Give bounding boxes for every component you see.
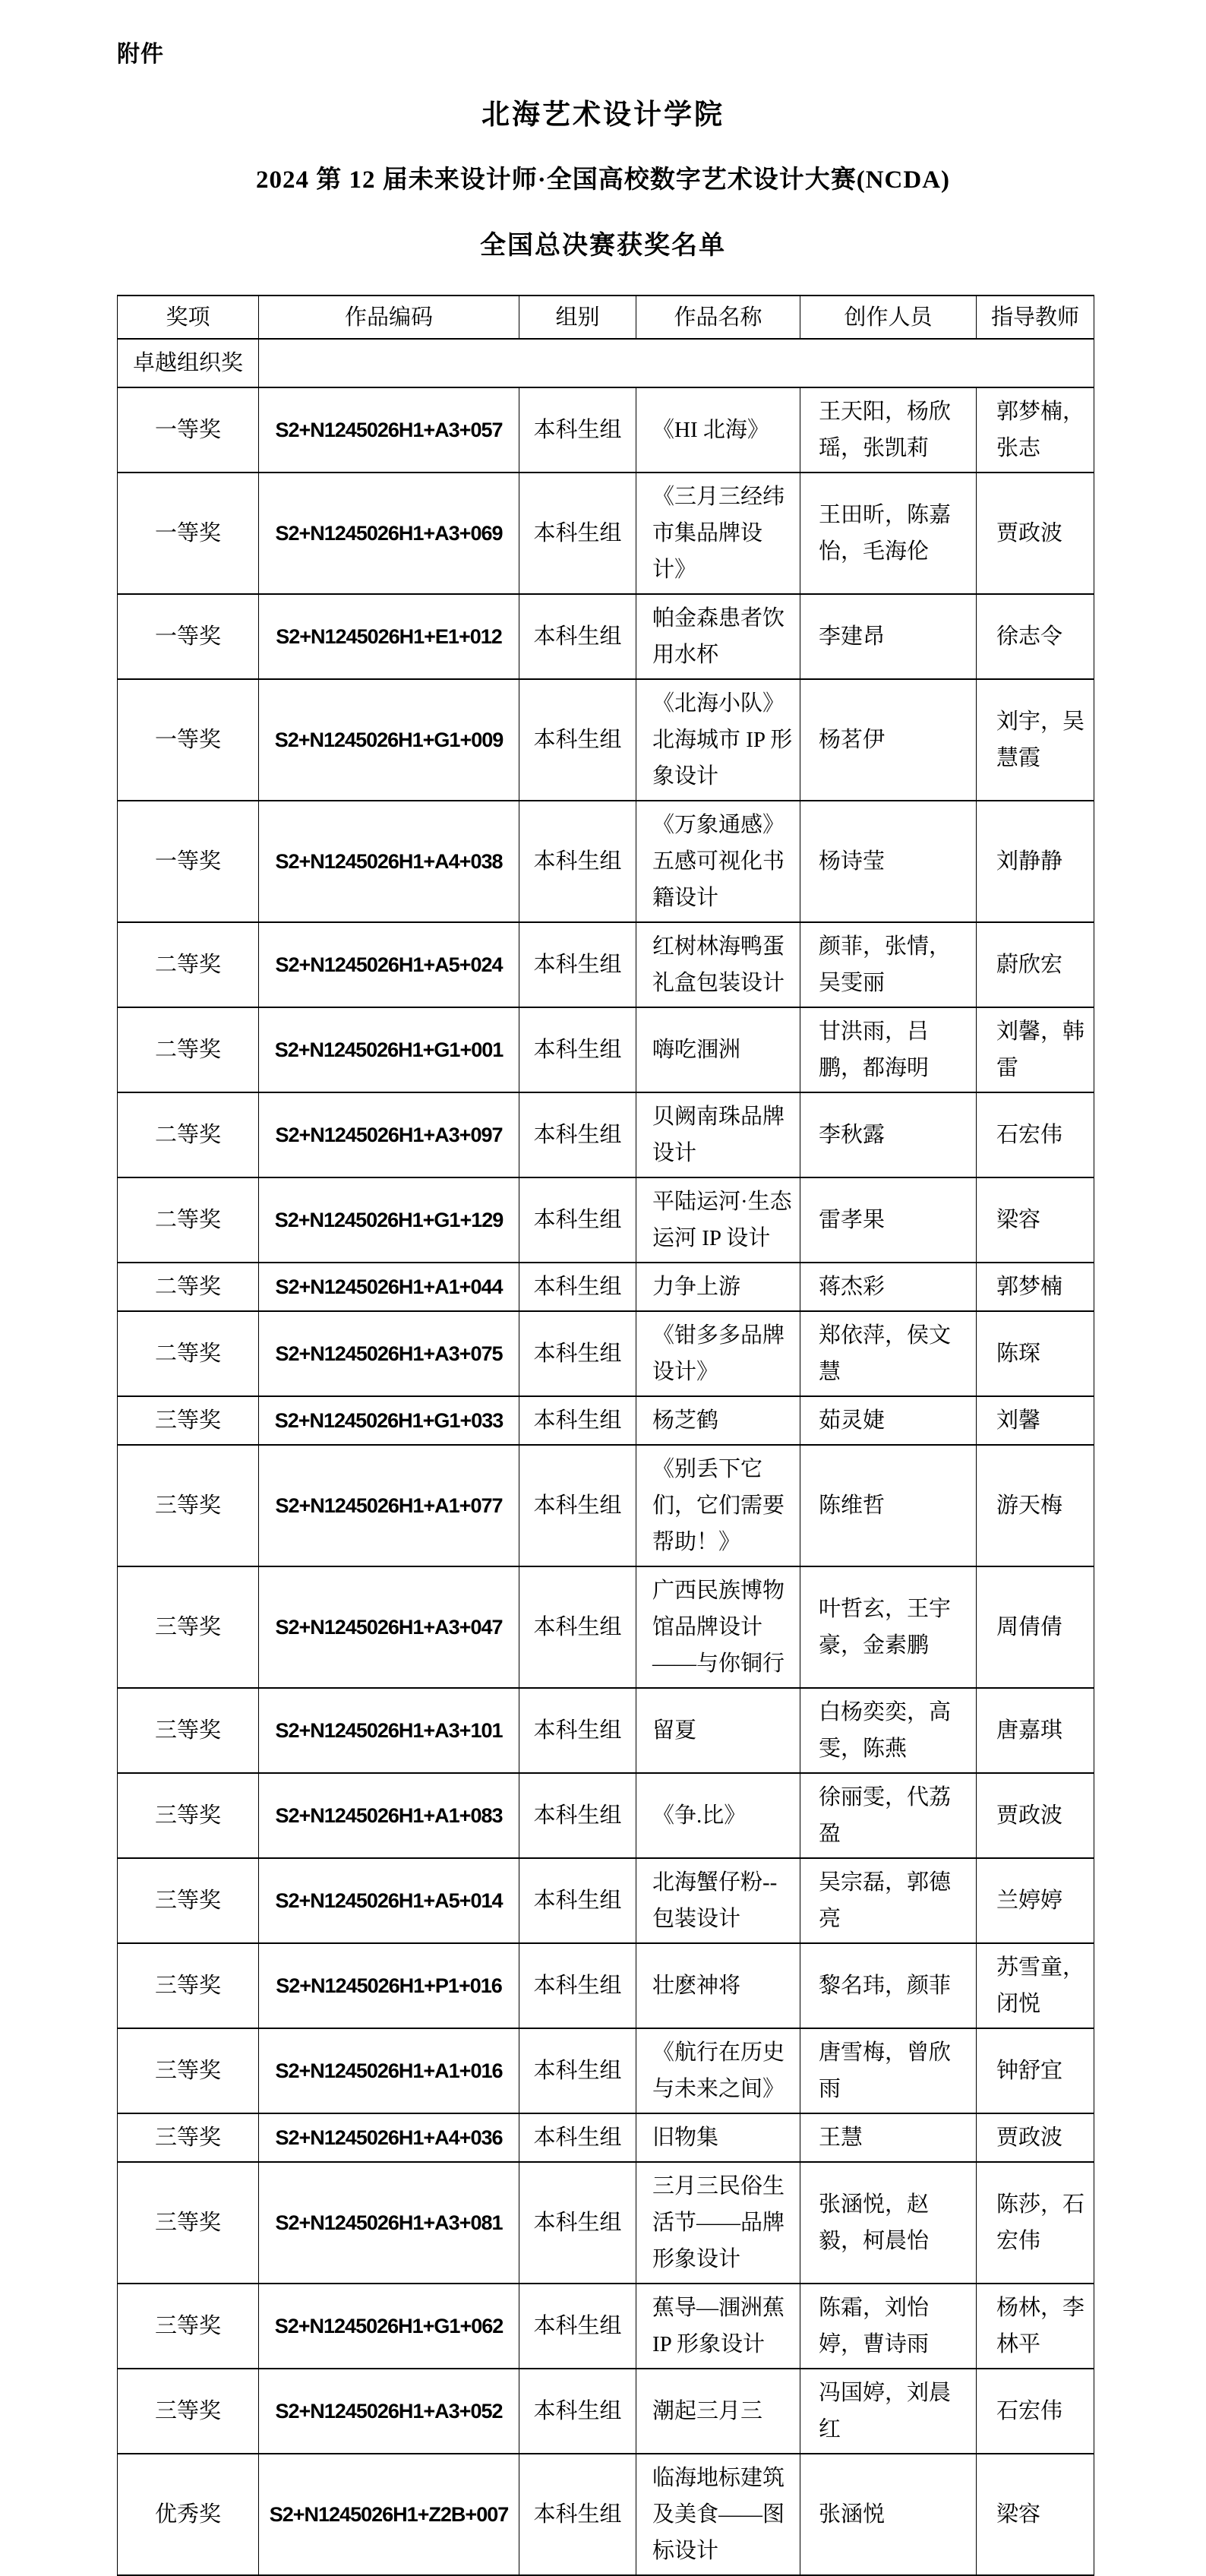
code-cell: S2+N1245026H1+A1+044	[259, 1263, 519, 1311]
table-row	[118, 2162, 1094, 2284]
creators-cell: 黎名玮，颜菲	[800, 1943, 977, 2028]
group-cell: 本科生组	[519, 1092, 636, 1177]
work-cell: 力争上游	[636, 1263, 800, 1311]
table-row	[118, 679, 1094, 801]
header-row	[118, 296, 1094, 339]
teachers-cell: 郭梦楠，张志	[977, 387, 1094, 473]
document-title-college: 北海艺术设计学院	[481, 100, 725, 131]
creators-cell: 叶哲玄，王宇豪，金素鹏	[800, 1566, 977, 1688]
header-code: 作品编码	[259, 296, 519, 339]
award-cell: 三等奖	[118, 1773, 259, 1858]
award-cell: 一等奖	[118, 387, 259, 473]
teachers-cell: 杨林，李林平	[977, 2284, 1094, 2369]
teachers-cell: 石宏伟	[977, 1092, 1094, 1177]
award-cell: 二等奖	[118, 1263, 259, 1311]
creators-cell: 杨茗伊	[800, 679, 977, 801]
table-row	[118, 2454, 1094, 2575]
creators-cell: 陈霜，刘怡婷，曹诗雨	[800, 2284, 977, 2369]
work-cell: 壮麽神将	[636, 1943, 800, 2028]
table-row	[118, 1773, 1094, 1858]
award-cell: 三等奖	[118, 2028, 259, 2113]
code-cell: S2+N1245026H1+A3+101	[259, 1688, 519, 1773]
work-cell: 红树林海鸭蛋礼盒包装设计	[636, 922, 800, 1007]
table-row	[118, 473, 1094, 594]
award-cell: 三等奖	[118, 1445, 259, 1566]
award-cell: 三等奖	[118, 1688, 259, 1773]
table-row	[118, 1943, 1094, 2028]
table-row	[118, 2369, 1094, 2454]
work-cell: 平陆运河·生态运河 IP 设计	[636, 1177, 800, 1263]
group-cell: 本科生组	[519, 1688, 636, 1773]
work-cell: 广西民族博物馆品牌设计——与你铜行	[636, 1566, 800, 1688]
code-cell: S2+N1245026H1+G1+033	[259, 1396, 519, 1445]
group-cell: 本科生组	[519, 1396, 636, 1445]
table-row	[118, 922, 1094, 1007]
award-cell: 一等奖	[118, 473, 259, 594]
code-cell: S2+N1245026H1+A3+075	[259, 1311, 519, 1396]
work-cell: 贝阙南珠品牌设计	[636, 1092, 800, 1177]
creators-cell: 蒋杰彩	[800, 1263, 977, 1311]
creators-cell: 颜菲，张情，吴雯丽	[800, 922, 977, 1007]
group-cell: 本科生组	[519, 2162, 636, 2284]
creators-cell: 李建昂	[800, 594, 977, 679]
group-cell: 本科生组	[519, 922, 636, 1007]
group-cell: 本科生组	[519, 387, 636, 473]
creators-cell: 唐雪梅，曾欣雨	[800, 2028, 977, 2113]
code-cell: S2+N1245026H1+A1+016	[259, 2028, 519, 2113]
header-work: 作品名称	[636, 296, 800, 339]
header-teachers: 指导教师	[977, 296, 1094, 339]
award-cell: 三等奖	[118, 1396, 259, 1445]
table-row	[118, 1858, 1094, 1943]
creators-cell: 甘洪雨，吕鹏，都海明	[800, 1007, 977, 1092]
code-cell: S2+N1245026H1+A3+069	[259, 473, 519, 594]
work-cell: 临海地标建筑及美食——图标设计	[636, 2454, 800, 2575]
award-cell: 三等奖	[118, 1858, 259, 1943]
table-row	[118, 2113, 1094, 2162]
work-cell: 《钳多多品牌设计》	[636, 1311, 800, 1396]
work-cell: 帕金森患者饮用水杯	[636, 594, 800, 679]
teachers-cell: 周倩倩	[977, 1566, 1094, 1688]
code-cell: S2+N1245026H1+A3+097	[259, 1092, 519, 1177]
creators-cell: 杨诗莹	[800, 801, 977, 922]
creators-cell: 雷孝果	[800, 1177, 977, 1263]
table-row	[118, 1688, 1094, 1773]
code-cell: S2+N1245026H1+A5+024	[259, 922, 519, 1007]
code-cell: S2+N1245026H1+A4+038	[259, 801, 519, 922]
work-cell: 嗨吃涠洲	[636, 1007, 800, 1092]
code-cell: S2+N1245026H1+A3+057	[259, 387, 519, 473]
awards-table-header	[118, 296, 1094, 339]
award-cell: 一等奖	[118, 679, 259, 801]
work-cell: 留夏	[636, 1688, 800, 1773]
code-cell: S2+N1245026H1+A1+077	[259, 1445, 519, 1566]
creators-cell: 白杨奕奕，高雯，陈燕	[800, 1688, 977, 1773]
award-cell: 二等奖	[118, 1092, 259, 1177]
work-cell: 蕉导—涠洲蕉 IP 形象设计	[636, 2284, 800, 2369]
table-row	[118, 801, 1094, 922]
creators-cell: 王天阳，杨欣瑶，张凯莉	[800, 387, 977, 473]
header-award: 奖项	[118, 296, 259, 339]
creators-cell: 茹灵婕	[800, 1396, 977, 1445]
work-cell: 潮起三月三	[636, 2369, 800, 2454]
code-cell: S2+N1245026H1+G1+009	[259, 679, 519, 801]
code-cell: S2+N1245026H1+A4+036	[259, 2113, 519, 2162]
creators-cell: 吴宗磊，郭德亮	[800, 1858, 977, 1943]
teachers-cell: 郭梦楠	[977, 1263, 1094, 1311]
award-cell: 二等奖	[118, 922, 259, 1007]
teachers-cell: 贾政波	[977, 473, 1094, 594]
group-cell: 本科生组	[519, 2284, 636, 2369]
work-cell: 《别丢下它们，它们需要帮助！》	[636, 1445, 800, 1566]
code-cell: S2+N1245026H1+A1+083	[259, 1773, 519, 1858]
table-row	[118, 1566, 1094, 1688]
attachment-label: 附件	[117, 42, 164, 67]
teachers-cell: 唐嘉琪	[977, 1688, 1094, 1773]
teachers-cell: 刘馨，韩雷	[977, 1007, 1094, 1092]
work-cell: 《三月三经纬市集品牌设计》	[636, 473, 800, 594]
group-cell: 本科生组	[519, 1311, 636, 1396]
creators-cell: 冯国婷，刘晨红	[800, 2369, 977, 2454]
code-cell: S2+N1245026H1+A5+014	[259, 1858, 519, 1943]
work-cell: 北海蟹仔粉--包装设计	[636, 1858, 800, 1943]
code-cell: S2+N1245026H1+A3+052	[259, 2369, 519, 2454]
code-cell: S2+N1245026H1+A3+081	[259, 2162, 519, 2284]
teachers-cell: 苏雪童，闭悦	[977, 1943, 1094, 2028]
table-row	[118, 2284, 1094, 2369]
table-row	[118, 1263, 1094, 1311]
teachers-cell: 陈琛	[977, 1311, 1094, 1396]
group-cell: 本科生组	[519, 1007, 636, 1092]
excellent-organization-empty-cell	[259, 339, 1094, 387]
award-cell: 一等奖	[118, 594, 259, 679]
creators-cell: 张涵悦	[800, 2454, 977, 2575]
award-cell: 优秀奖	[118, 2454, 259, 2575]
document-title-award-list: 全国总决赛获奖名单	[480, 232, 726, 260]
table-row	[118, 1396, 1094, 1445]
group-cell: 本科生组	[519, 2113, 636, 2162]
code-cell: S2+N1245026H1+P1+016	[259, 1943, 519, 2028]
group-cell: 本科生组	[519, 1943, 636, 2028]
work-cell: 《万象通感》五感可视化书籍设计	[636, 801, 800, 922]
work-cell: 杨芝鹤	[636, 1396, 800, 1445]
work-cell: 三月三民俗生活节——品牌形象设计	[636, 2162, 800, 2284]
teachers-cell: 刘宇，吴慧霞	[977, 679, 1094, 801]
group-cell: 本科生组	[519, 1445, 636, 1566]
teachers-cell: 刘馨	[977, 1396, 1094, 1445]
teachers-cell: 梁容	[977, 1177, 1094, 1263]
teachers-cell: 钟舒宜	[977, 2028, 1094, 2113]
creators-cell: 郑依萍，侯文慧	[800, 1311, 977, 1396]
award-cell: 二等奖	[118, 1007, 259, 1092]
group-cell: 本科生组	[519, 2454, 636, 2575]
teachers-cell: 陈莎，石宏伟	[977, 2162, 1094, 2284]
work-cell: 《HI 北海》	[636, 387, 800, 473]
teachers-cell: 徐志令	[977, 594, 1094, 679]
group-cell: 本科生组	[519, 1566, 636, 1688]
header-group: 组别	[519, 296, 636, 339]
group-cell: 本科生组	[519, 1177, 636, 1263]
group-cell: 本科生组	[519, 801, 636, 922]
table-row	[118, 387, 1094, 473]
document-title-competition: 2024 第 12 届未来设计师·全国高校数字艺术设计大赛(NCDA)	[255, 166, 951, 194]
table-row	[118, 1311, 1094, 1396]
table-row	[118, 1445, 1094, 1566]
group-cell: 本科生组	[519, 2028, 636, 2113]
table-row-excellent-organization	[118, 339, 1094, 387]
teachers-cell: 兰婷婷	[977, 1858, 1094, 1943]
award-cell: 二等奖	[118, 1311, 259, 1396]
code-cell: S2+N1245026H1+G1+001	[259, 1007, 519, 1092]
creators-cell: 王田昕，陈嘉怡，毛海伦	[800, 473, 977, 594]
excellent-organization-award-cell: 卓越组织奖	[118, 339, 259, 387]
creators-cell: 王慧	[800, 2113, 977, 2162]
teachers-cell: 梁容	[977, 2454, 1094, 2575]
group-cell: 本科生组	[519, 1858, 636, 1943]
code-cell: S2+N1245026H1+G1+062	[259, 2284, 519, 2369]
work-cell: 《航行在历史与未来之间》	[636, 2028, 800, 2113]
work-cell: 旧物集	[636, 2113, 800, 2162]
award-cell: 三等奖	[118, 2162, 259, 2284]
group-cell: 本科生组	[519, 2369, 636, 2454]
work-cell: 《争.比》	[636, 1773, 800, 1858]
code-cell: S2+N1245026H1+Z2B+007	[259, 2454, 519, 2575]
group-cell: 本科生组	[519, 1263, 636, 1311]
group-cell: 本科生组	[519, 1773, 636, 1858]
award-cell: 一等奖	[118, 801, 259, 922]
table-row	[118, 2028, 1094, 2113]
title-block	[0, 91, 1206, 261]
awards-table	[117, 295, 1094, 2576]
award-cell: 三等奖	[118, 1943, 259, 2028]
work-cell: 《北海小队》北海城市 IP 形象设计	[636, 679, 800, 801]
code-cell: S2+N1245026H1+G1+129	[259, 1177, 519, 1263]
award-cell: 三等奖	[118, 1566, 259, 1688]
award-cell: 二等奖	[118, 1177, 259, 1263]
creators-cell: 张涵悦，赵毅，柯晨怡	[800, 2162, 977, 2284]
award-cell: 三等奖	[118, 2113, 259, 2162]
teachers-cell: 贾政波	[977, 2113, 1094, 2162]
teachers-cell: 游天梅	[977, 1445, 1094, 1566]
code-cell: S2+N1245026H1+A3+047	[259, 1566, 519, 1688]
award-cell: 三等奖	[118, 2284, 259, 2369]
group-cell: 本科生组	[519, 594, 636, 679]
award-cell: 三等奖	[118, 2369, 259, 2454]
group-cell: 本科生组	[519, 473, 636, 594]
teachers-cell: 石宏伟	[977, 2369, 1094, 2454]
awards-table-body	[118, 339, 1094, 2575]
code-cell: S2+N1245026H1+E1+012	[259, 594, 519, 679]
header-creators: 创作人员	[800, 296, 977, 339]
table-row	[118, 1007, 1094, 1092]
creators-cell: 徐丽雯，代荔盈	[800, 1773, 977, 1858]
creators-cell: 陈维哲	[800, 1445, 977, 1566]
creators-cell: 李秋露	[800, 1092, 977, 1177]
teachers-cell: 刘静静	[977, 801, 1094, 922]
teachers-cell: 贾政波	[977, 1773, 1094, 1858]
table-row	[118, 1177, 1094, 1263]
table-row	[118, 594, 1094, 679]
table-row	[118, 1092, 1094, 1177]
group-cell: 本科生组	[519, 679, 636, 801]
teachers-cell: 蔚欣宏	[977, 922, 1094, 1007]
